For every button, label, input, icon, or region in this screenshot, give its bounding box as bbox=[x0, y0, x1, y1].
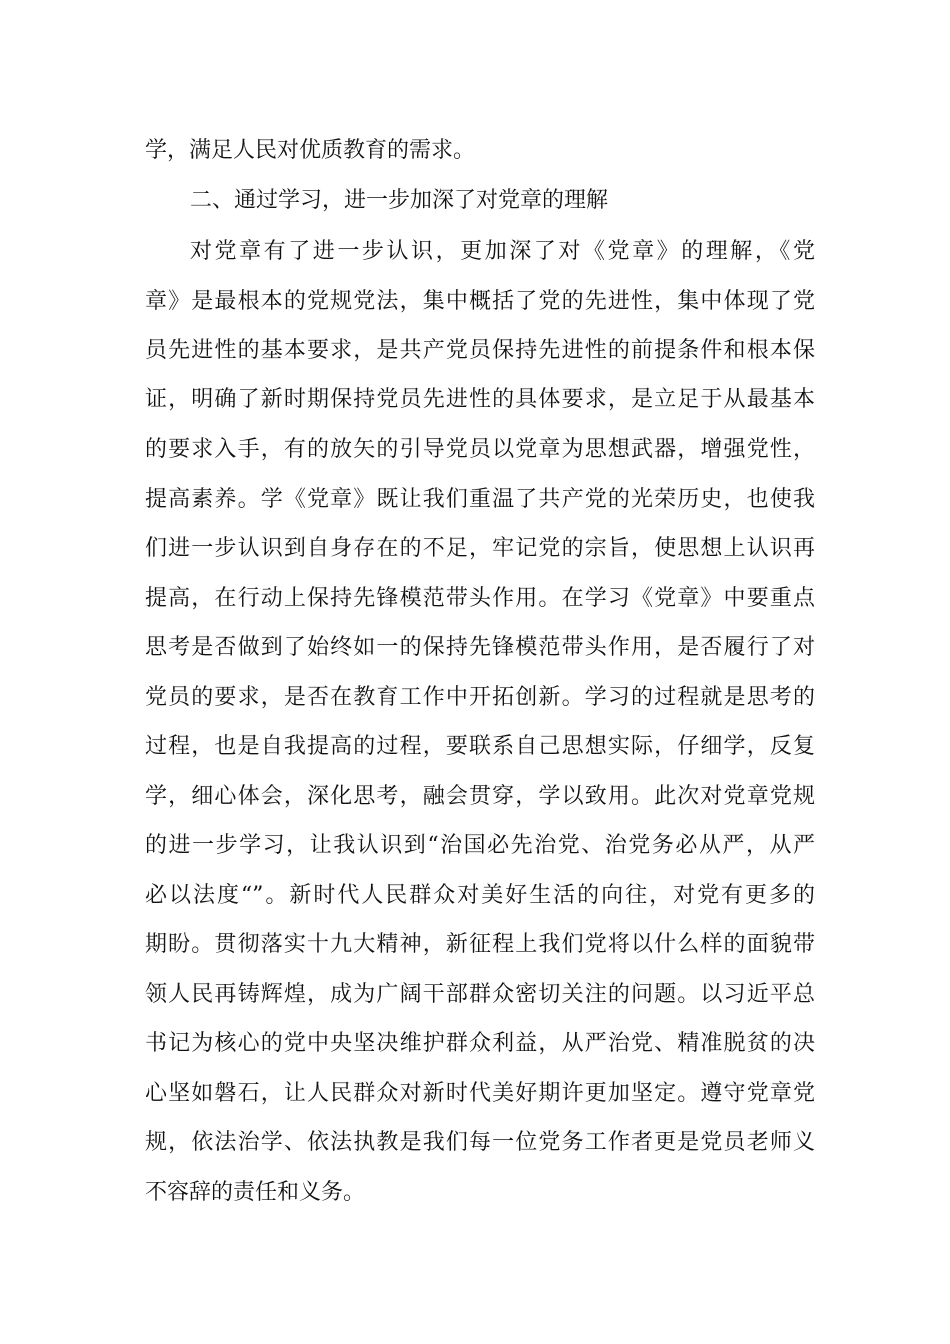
paragraph-line: 心坚如磐石，让人民群众对新时代美好期许更加坚定。遵守党章党 bbox=[145, 1081, 815, 1106]
paragraph-line: 必以法度“”。新时代人民群众对美好生活的向往，对党有更多的 bbox=[145, 883, 815, 908]
paragraph-line: 员先进性的基本要求，是共产党员保持先进性的前提条件和根本保 bbox=[145, 338, 815, 363]
paragraph-line: 提高素养。学《党章》既让我们重温了共产党的光荣历史，也使我 bbox=[145, 487, 815, 512]
paragraph-line: 党员的要求，是否在教育工作中开拓创新。学习的过程就是思考的 bbox=[145, 685, 815, 710]
paragraph-line: 章》是最根本的党规党法，集中概括了党的先进性，集中体现了党 bbox=[145, 289, 815, 314]
section-heading: 二、通过学习，进一步加深了对党章的理解 bbox=[190, 188, 609, 213]
paragraph-line: 学，细心体会，深化思考，融会贯穿，学以致用。此次对党章党规 bbox=[145, 784, 815, 809]
paragraph-line: 不容辞的责任和义务。 bbox=[145, 1180, 366, 1205]
paragraph-line: 过程，也是自我提高的过程，要联系自己思想实际，仔细学，反复 bbox=[145, 734, 815, 759]
paragraph-line: 期盼。贯彻落实十九大精神，新征程上我们党将以什么样的面貌带 bbox=[145, 932, 815, 957]
paragraph-line: 领人民再铸辉煌，成为广阔干部群众密切关注的问题。以习近平总 bbox=[145, 982, 815, 1007]
paragraph-line: 书记为核心的党中央坚决维护群众利益，从严治党、精准脱贫的决 bbox=[145, 1031, 815, 1056]
paragraph-line: 对党章有了进一步认识，更加深了对《党章》的理解，《党 bbox=[190, 239, 815, 264]
paragraph-line: 的进一步学习，让我认识到“治国必先治党、治党务必从严，从严 bbox=[145, 833, 815, 858]
paragraph-line: 规，依法治学、依法执教是我们每一位党务工作者更是党员老师义 bbox=[145, 1130, 815, 1155]
paragraph-line: 提高，在行动上保持先锋模范带头作用。在学习《党章》中要重点 bbox=[145, 586, 815, 611]
paragraph-line: 的要求入手，有的放矢的引导党员以党章为思想武器，增强党性， bbox=[145, 437, 815, 462]
paragraph-line: 思考是否做到了始终如一的保持先锋模范带头作用，是否履行了对 bbox=[145, 635, 815, 660]
paragraph-line: 们进一步认识到自身存在的不足，牢记党的宗旨，使思想上认识再 bbox=[145, 536, 815, 561]
paragraph-line: 证，明确了新时期保持党员先进性的具体要求，是立足于从最基本 bbox=[145, 387, 815, 412]
opening-line: 学，满足人民对优质教育的需求。 bbox=[145, 138, 476, 163]
